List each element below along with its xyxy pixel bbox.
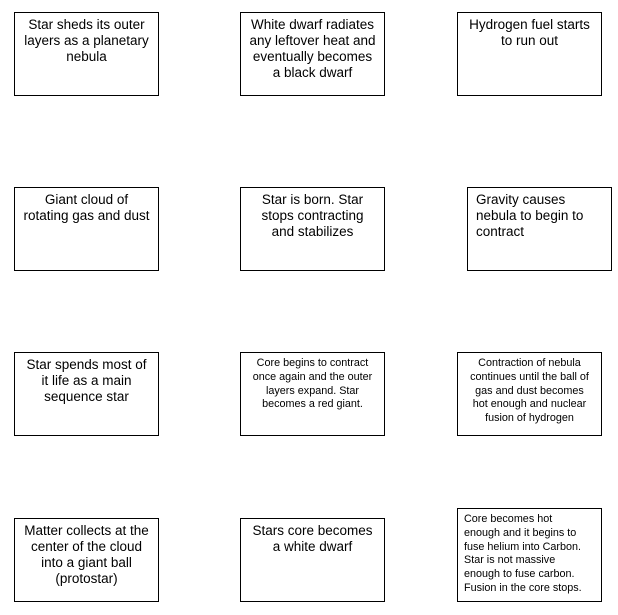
card-white-dwarf: Stars core becomes a white dwarf [240, 518, 385, 602]
card-black-dwarf: White dwarf radiates any leftover heat and eventually becomes a black dwarf [240, 12, 385, 96]
card-giant-cloud: Giant cloud of rotating gas and dust [14, 187, 159, 271]
card-star-born: Star is born. Star stops contracting and stabilizes [240, 187, 385, 271]
card-red-giant: Core begins to contract once again and the outer layers expand. Star becomes a red giant. [240, 352, 385, 436]
card-nuclear-fusion: Contraction of nebula continues until the ball of gas and dust becomes hot enough and nuclear fusion of hydrogen [457, 352, 602, 436]
card-main-sequence: Star spends most of it life as a main sequence star [14, 352, 159, 436]
card-protostar: Matter collects at the center of the cloud into a giant ball (protostar) [14, 518, 159, 602]
card-core-fusion-stops: Core becomes hot enough and it begins to fuse helium into Carbon. Star is not massive enough to fuse carbon. Fusion in the core stops. [457, 508, 602, 602]
card-hydrogen-runs-out: Hydrogen fuel starts to run out [457, 12, 602, 96]
card-planetary-nebula: Star sheds its outer layers as a planetary nebula [14, 12, 159, 96]
card-gravity-contraction: Gravity causes nebula to begin to contract [467, 187, 612, 271]
